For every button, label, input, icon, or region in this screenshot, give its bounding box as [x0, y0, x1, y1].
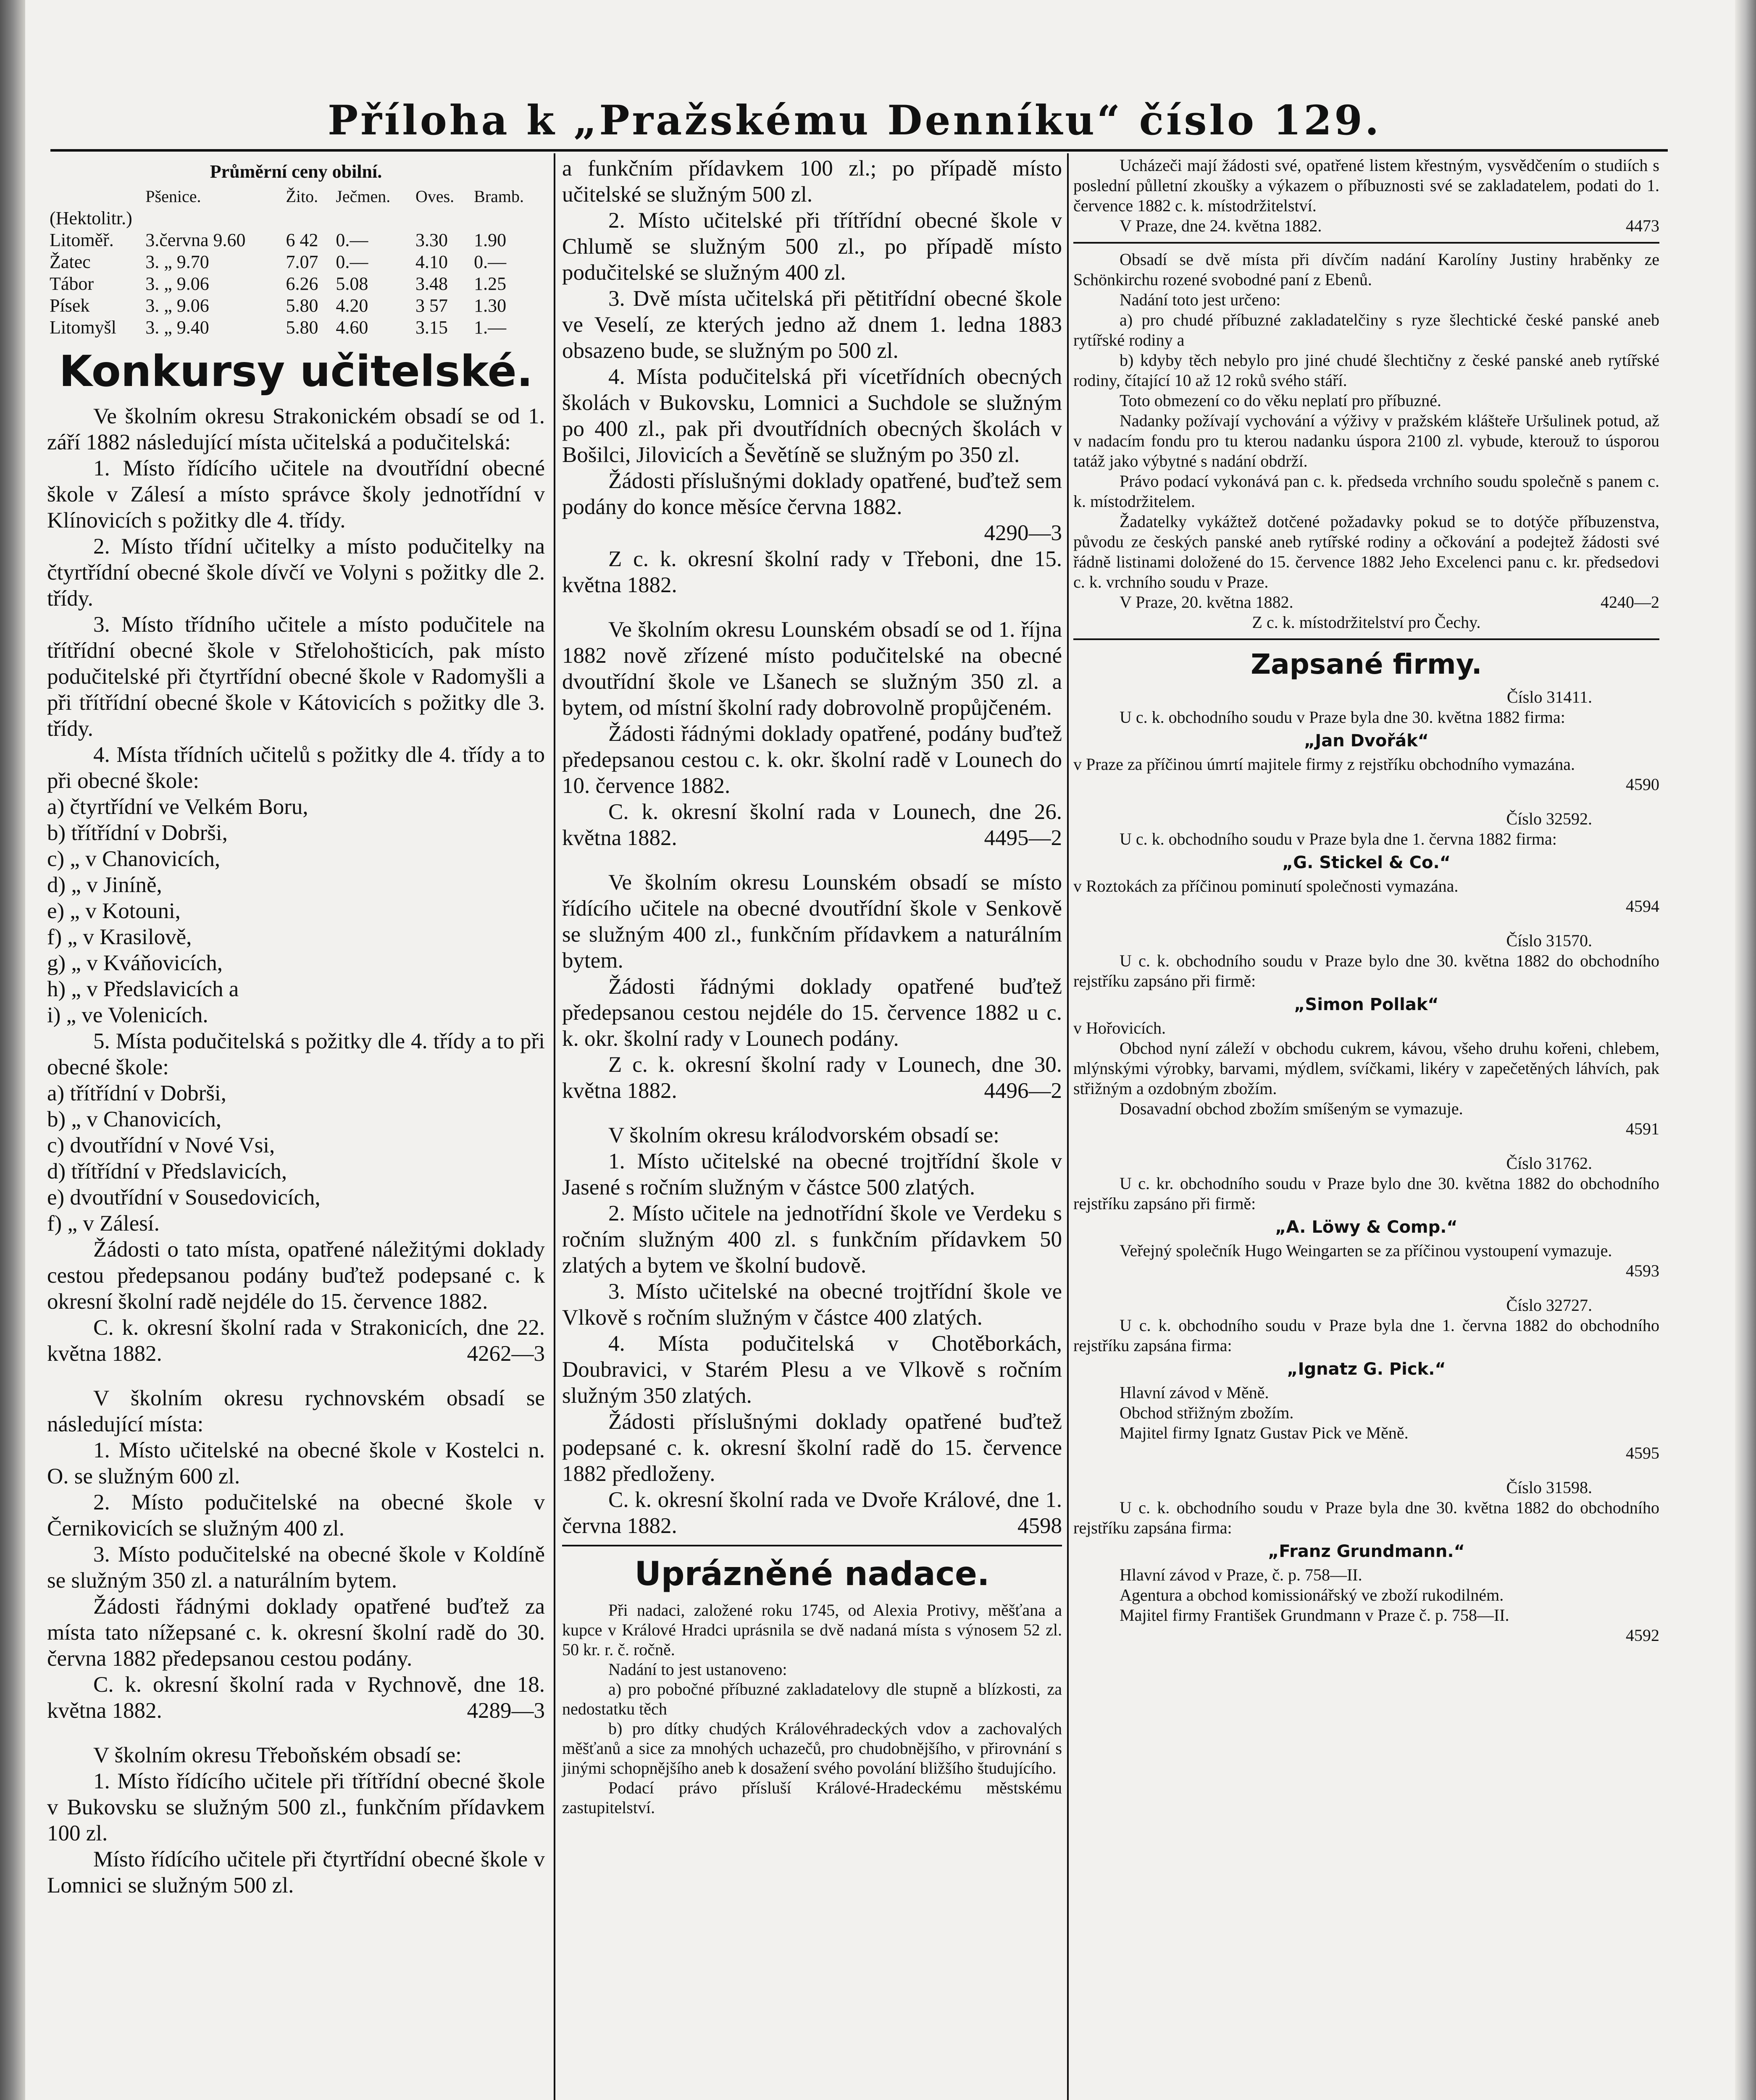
entry-number: Číslo 32592. [1506, 809, 1592, 828]
paragraph: Žádosti příslušnými doklady opatřené buďtež podepsané c. k. okresní školní radě do 15. července 1882 předloženy. [562, 1410, 1062, 1486]
entry-number: Číslo 32727. [1506, 1296, 1592, 1315]
paragraph: Hlavní závod v Praze, č. p. 758—II. [1120, 1565, 1362, 1584]
signature-text: C. k. okresní školní rada v Rychnově, dne 18. května 1882. [47, 1672, 545, 1723]
paragraph: 3. Místo třídního učitele a místo podučitele na třítřídní obecné škole v Střelohošticích, pak místo podučitelské při čtyrtřídní obecné škole v Radomyšli a při třítřídní obecné škole v Kátovicích s požitky dle 3. třídy. [47, 612, 545, 741]
paragraph: b) kdyby těch nebylo pro jiné chudé šlechtičny z české panské aneb rytířské rodiny, čítající 10 až 12 roků svého stáří. [1073, 351, 1659, 390]
firm-name: „Ignatz G. Pick.“ [1287, 1360, 1446, 1379]
paragraph: 4. Místa třídních učitelů s požitky dle 4. třídy a to při obecné škole: [47, 743, 545, 793]
prices-header-row [47, 186, 545, 207]
paragraph: 2. Místo učitelské při třítřídní obecné škole v Chlumě se služným 500 zl., po případě místo podučitelské se služným 400 zl. [562, 208, 1062, 285]
column-rule-2 [1067, 153, 1069, 2100]
paragraph: Ve školním okresu Lounském obsadí se místo řídícího učitele na obecné dvoutřídní škole v Senkově se služným 400 zl., funkčním přídavkem a naturálním bytem. [562, 870, 1062, 973]
paragraph: Dosavadní obchod zbožím smíšeným se vymazuje. [1120, 1099, 1463, 1118]
paragraph: v Roztokách za příčinou pominutí společnosti vymazána. [1073, 877, 1459, 895]
firm-entry [1073, 1478, 1659, 1646]
firm-entry [1073, 1295, 1659, 1463]
paragraph: Žádosti řádnými doklady opatřené, podány buďtež předepsanou cestou c. k. okr. školní radě v Lounech do 10. července 1882. [562, 722, 1062, 798]
section-rule [562, 1545, 1062, 1546]
section-heading-konkursy: Konkursy učitelské. [59, 346, 533, 396]
list-item: g) „ v Kváňovicích, [47, 951, 223, 975]
list-item: c) „ v Chanovicích, [47, 847, 221, 871]
paragraph: Veřejný společník Hugo Weingarten se za příčinou vystoupení vymazuje. [1120, 1241, 1612, 1260]
firm-entry [1073, 1153, 1659, 1281]
paragraph: Právo podací vykonává pan c. k. předseda vrchního soudu společně s panem c. k. místodržitelem. [1073, 472, 1659, 511]
paragraph: b) pro dítky chudých Královéhradeckých vdov a zachovalých měšťanů a sice za mnohých uchazečů, pro chudobnějšího, v přirovnání s jinými schopnějšího aneb k dosažení svého povolání bližšího študujícího. [562, 1719, 1062, 1777]
paragraph: Nadání toto jest určeno: [1120, 290, 1281, 309]
prices-cell: 6 42 [286, 230, 318, 250]
prices-header: Žito. [286, 187, 318, 206]
notice-number: 4590 [1626, 775, 1659, 794]
scan-edge-right [1735, 0, 1756, 2100]
paragraph: Při nadaci, založené roku 1745, od Alexia Protivy, měšťana a kupce v Králové Hradci uprásnila se dvě nadaná místa s výnosem 52 zl. 50 kr. r. č. ročně. [562, 1601, 1062, 1659]
masthead: Příloha k „Pražskému Denníku“ číslo 129. [328, 97, 1382, 144]
signature-text: C. k. okresní školní rada ve Dvoře Králové, dne 1. června 1882. [562, 1488, 1062, 1538]
prices-cell: 3.15 [415, 317, 448, 338]
paragraph: 2. Místo třídní učitelky a místo podučitelky na čtyrtřídní obecné škole dívčí ve Volyni s požitky dle 2. třídy. [47, 534, 545, 611]
prices-cell: 3 57 [415, 295, 448, 316]
firm-name: „Jan Dvořák“ [1304, 731, 1429, 751]
prices-cell: 1.25 [474, 273, 507, 294]
notice-number: 4495—2 [984, 826, 1062, 850]
entry-number: Číslo 31598. [1506, 1478, 1592, 1497]
section-rule [1073, 638, 1659, 640]
prices-row [47, 295, 545, 317]
notice-number: 4593 [1626, 1261, 1659, 1280]
list-item: h) „ v Předslavicích a [47, 977, 239, 1001]
paragraph: U c. k. obchodního soudu v Praze byla dne 30. května 1882 do obchodního rejstříku zapsána firma: [1073, 1498, 1659, 1537]
paragraph: a) pro pobočné příbuzné zakladatelovy dle stupně a blízkosti, za nedostatku těch [562, 1680, 1062, 1718]
paragraph: 2. Místo učitele na jednotřídní škole ve Verdeku s ročním služným 400 zl. s funkčním přídavkem 50 zlatých a bytem ve školní budově. [562, 1201, 1062, 1278]
prices-cell: 4.10 [415, 252, 448, 272]
prices-header [47, 186, 143, 207]
list-item: f) „ v Zálesí. [47, 1211, 160, 1236]
paragraph: 1. Místo řídícího učitele při třítřídní obecné škole v Bukovsku se služným 500 zl., funkčním přídavkem 100 zl. [47, 1769, 545, 1845]
school-list-1 [47, 794, 545, 1028]
notice-number: 4289—3 [467, 1698, 545, 1723]
notice-number: 4473 [1626, 216, 1659, 235]
paragraph: Ve školním okresu Lounském obsadí se od 1. října 1882 nově zřízené místo podučitelské na obecné dvoutřídní škole ve Lšanech se služným 350 zl. a bytem, od místní školní rady dobrovolně propůjčeném. [562, 617, 1062, 720]
prices-cell: Litoměř. [50, 230, 114, 250]
prices-table [47, 186, 545, 339]
paragraph: Žádosti příslušnými doklady opatřené, buďtež sem podány do konce měsíce června 1882. [562, 469, 1062, 519]
paragraph: a) pro chudé příbuzné zakladatelčiny s ryze šlechtické české panské aneb rytířské rodiny a [1073, 310, 1659, 349]
prices-cell: 3. „ 9.06 [145, 273, 209, 294]
column-2 [562, 155, 1062, 1817]
prices-cell: Litomyšl [50, 317, 116, 338]
paragraph: a funkčním přídavkem 100 zl.; po případě místo učitelské se služným 500 zl. [562, 156, 1062, 207]
list-item: b) „ v Chanovicích, [47, 1107, 222, 1131]
paragraph: Obchod nyní záleží v obchodu cukrem, kávou, všeho druhu kořeni, chlebem, mlýnskými výrobky, barvami, mýdlem, svíčkami, likéry v zapečetěných láhvích, pak střižným a ozdobným zbožím. [1073, 1039, 1659, 1098]
signature [47, 1315, 545, 1367]
paragraph: U c. k. obchodního soudu v Praze byla dne 1. června 1882 firma: [1120, 830, 1557, 848]
signature [1073, 592, 1659, 612]
nadace-block [562, 1600, 1062, 1817]
list-item: i) „ ve Volenicích. [47, 1003, 208, 1027]
paragraph: 3. Místo podučitelské na obecné škole v Koldíně se služným 350 zl. a naturálním bytem. [47, 1542, 545, 1593]
prices-cell: 5.80 [286, 317, 318, 338]
signature-text: V Praze, dne 24. května 1882. [1120, 216, 1322, 235]
paragraph: U c. k. obchodního soudu v Praze bylo dne 30. května 1882 do obchodního rejstříku zapsáno při firmě: [1073, 951, 1659, 990]
list-item: d) „ v Jiníně, [47, 873, 162, 897]
paragraph: U c. kr. obchodního soudu v Praze bylo dne 30. května 1882 do obchodního rejstříku zapsáno při firmě: [1073, 1174, 1659, 1213]
prices-cell: 3.48 [415, 273, 448, 294]
paragraph: v Praze za příčinou úmrtí majitele firmy z rejstříku obchodního vymazána. [1073, 755, 1575, 774]
prices-cell: Žatec [50, 252, 91, 272]
signature-text: C. k. okresní školní rada v Lounech, dne 26. května 1882. [562, 800, 1062, 850]
signature [562, 1052, 1062, 1104]
firm-entry [1073, 809, 1659, 916]
prices-cell: 5.08 [336, 273, 368, 294]
paragraph: V školním okresu Třeboňském obsadí se: [93, 1743, 462, 1767]
prices-cell: 5.80 [286, 295, 318, 316]
paragraph: Žádosti řádnými doklady opatřené buďtež za místa tato nížepsané c. k. okresní školní radě do 30. června 1882 předepsanou cestou podány. [47, 1594, 545, 1671]
signature [1073, 216, 1659, 236]
prices-header: Bramb. [474, 187, 524, 206]
paragraph: Hlavní závod v Měně. [1120, 1383, 1269, 1402]
prices-cell: 3. „ 9.70 [145, 252, 209, 272]
notice-number: 4496—2 [984, 1079, 1062, 1103]
signature-text: V Praze, 20. května 1882. [1120, 593, 1293, 612]
prices-cell: 4.20 [336, 295, 368, 316]
signature: Z c. k. okresní školní rady v Třeboni, dne 15. května 1882. [562, 547, 1062, 597]
paragraph: 1. Místo učitelské na obecné škole v Kostelci n. O. se služným 600 zl. [47, 1438, 545, 1488]
prices-row [47, 273, 545, 295]
notice-number: 4240—2 [1601, 593, 1659, 612]
section-rule [1073, 242, 1659, 244]
paragraph: 4. Místa podučitelská při vícetřídních obecných školách v Bukovsku, Lomnici a Suchdole se služným po 400 zl., pak při dvoutřídních obecných školách v Bošilci, Jilovicích a Ševětíně se služným po 350 zl. [562, 365, 1062, 467]
paragraph: Nadanky požívají vychování a výživy v pražském klášteře Uršulinek potud, až v nadacím fondu pro tu kterou nadanku úspora 2100 zl. vybude, kterouž to úsporou tatáž jako výbytné s nadání obdrží. [1073, 411, 1659, 470]
paragraph: Podací právo přísluší Králové-Hradeckému městskému zastupitelství. [562, 1778, 1062, 1817]
prices-cell: 3.30 [415, 230, 448, 250]
signature [562, 799, 1062, 851]
list-item: a) třítřídní v Dobrši, [47, 1081, 226, 1105]
notice-number: 4595 [1626, 1444, 1659, 1462]
notice-number: 4594 [1626, 897, 1659, 916]
prices-cell: Tábor [50, 273, 94, 294]
column-rule-1 [554, 153, 555, 2100]
masthead-rule [50, 149, 1668, 152]
signature-text: C. k. okresní školní rada v Strakonicích, dne 22. května 1882. [47, 1315, 545, 1366]
paragraph: Toto obmezení co do věku neplatí pro příbuzné. [1120, 391, 1441, 410]
paragraph: Ucházeči mají žádosti své, opatřené listem křestným, vysvědčením o studiích s poslední půlletní zkoušky a výkazem o příbuznosti své se zakladatelem, podati do 1. července 1882 c. k. místodržitelství. [1073, 156, 1659, 215]
list-item: d) třítřídní v Předslavicích, [47, 1159, 287, 1184]
list-item: e) dvoutřídní v Sousedovicích, [47, 1185, 321, 1210]
prices-cell: 7.07 [286, 252, 318, 272]
paragraph: Žádosti řádnými doklady opatřené buďtež předepsanou cestou nejdéle do 15. července 1882 u c. k. okr. školní rady v Lounech podány. [562, 974, 1062, 1051]
paragraph: Žádosti o tato místa, opatřené náležitými doklady cestou předepsanou podány buďtež podepsané c. k okresní školní radě nejdéle do 15. července 1882. [47, 1237, 545, 1314]
firm-name: „Simon Pollak“ [1294, 995, 1439, 1014]
entry-number: Číslo 31411. [1507, 688, 1592, 706]
paragraph: 2. Místo podučitelské na obecné škole v Černikovicích se služným 400 zl. [47, 1490, 545, 1541]
prices-row [47, 251, 545, 273]
scan-edge-left [0, 0, 25, 2100]
signature [562, 1487, 1062, 1539]
prices-header: Pšenice. [145, 187, 201, 206]
firm-entry [1073, 687, 1659, 795]
paragraph: Majitel firmy František Grundmann v Praze č. p. 758—II. [1120, 1606, 1509, 1625]
prices-title: Průměrní ceny obilní. [210, 161, 382, 182]
signature: Z c. k. místodržitelství pro Čechy. [1252, 613, 1481, 632]
prices-row [47, 317, 545, 339]
prices-header: Ječmen. [336, 187, 391, 206]
notice-number: 4598 [1017, 1514, 1062, 1538]
paragraph: Ve školním okresu Strakonickém obsadí se od 1. září 1882 následující místa učitelská a podučitelská: [47, 404, 545, 454]
paragraph: V školním okresu králodvorském obsadí se: [608, 1123, 999, 1147]
paragraph: 3. Místo učitelské na obecné trojtřídní škole ve Vlkově s ročním služným v částce 400 zlatých. [562, 1279, 1062, 1330]
signature [47, 1672, 545, 1724]
paragraph: 4. Místa podučitelská v Chotěborkách, Doubravici, v Starém Plesu a ve Vlkově s ročním služným 350 zlatých. [562, 1331, 1062, 1408]
prices-cell: 6.26 [286, 273, 318, 294]
section-heading-firmy: Zapsané firmy. [1251, 648, 1482, 680]
firm-entry [1073, 931, 1659, 1139]
prices-cell: Písek [50, 295, 90, 316]
prices-cell: 0.— [336, 252, 368, 272]
paragraph: Nadání to jest ustanoveno: [608, 1660, 787, 1679]
entry-number: Číslo 31570. [1506, 931, 1592, 950]
paragraph: 5. Místa podučitelská s požitky dle 4. třídy a to při obecné škole: [47, 1029, 545, 1079]
prices-cell: 1.30 [474, 295, 507, 316]
prices-row [47, 229, 545, 251]
paragraph: Obsadí se dvě místa při dívčím nadání Karolíny Justiny hraběnky ze Schönkirchu rozené svobodné paní z Ebenů. [1073, 250, 1659, 289]
section-heading-nadace: Uprázněné nadace. [634, 1555, 990, 1593]
list-item: a) čtyrtřídní ve Velkém Boru, [47, 795, 308, 819]
paragraph: Obchod střižným zbožím. [1120, 1403, 1294, 1422]
firm-name: „A. Löwy & Comp.“ [1275, 1218, 1458, 1237]
notice-number: 4591 [1626, 1119, 1659, 1138]
paragraph: 1. Místo učitelské na obecné trojtřídní škole v Jasené s ročním služným v částce 500 zlatých. [562, 1149, 1062, 1200]
prices-cell: 3. „ 9.06 [145, 295, 209, 316]
entry-number: Číslo 31762. [1506, 1154, 1592, 1173]
prices-cell: 1.— [474, 317, 507, 338]
paragraph: Žadatelky vykážtež dotčené požadavky pokud se to dotýče příbuzenstva, původu ze českých panské aneb rytířské rodiny a očkování a podejtež žádosti své řádně listinami doložené do 15. července 1882 Jeho Excelenci panu c. kr. předsedovi c. k. vrchního soudu v Praze. [1073, 512, 1659, 591]
list-item: c) dvoutřídní v Nové Vsi, [47, 1133, 275, 1158]
list-item: f) „ v Krasilově, [47, 925, 192, 949]
paragraph: V školním okresu rychnovském obsadí se následující místa: [47, 1386, 545, 1436]
prices-header: Oves. [415, 187, 455, 206]
prices-unit: (Hektolitr.) [50, 208, 132, 228]
notice-number: 4592 [1626, 1626, 1659, 1645]
firm-name: „G. Stickel & Co.“ [1282, 853, 1451, 872]
prices-cell: 0.— [336, 230, 368, 250]
prices-cell: 1.90 [474, 230, 507, 250]
paragraph: U c. k. obchodního soudu v Praze byla dne 30. května 1882 firma: [1120, 708, 1565, 727]
list-item: e) „ v Kotouni, [47, 899, 181, 923]
signature-text: Z c. k. okresní školní rady v Lounech, dne 30. května 1882. [562, 1053, 1062, 1103]
paragraph: 1. Místo řídícího učitele na dvoutřídní obecné škole v Zálesí a místo správce školy jednotřídní v Klínovicích s požitky dle 4. třídy. [47, 456, 545, 533]
prices-cell: 4.60 [336, 317, 368, 338]
paragraph: 3. Dvě místa učitelská při pětitřídní obecné škole ve Veselí, ze kterých jedno až dnem 1. ledna 1883 obsazeno bude, se služným po 500 zl. [562, 286, 1062, 363]
column-1 [47, 155, 545, 1898]
prices-cell: 3.června 9.60 [145, 230, 246, 250]
paragraph: v Hořovicích. [1073, 1018, 1166, 1037]
paragraph: U c. k. obchodního soudu v Praze byla dne 1. června 1882 do obchodního rejstříku zapsána firma: [1073, 1316, 1659, 1355]
paragraph: Majitel firmy Ignatz Gustav Pick ve Měně. [1120, 1423, 1409, 1442]
column-3 [1073, 155, 1659, 1646]
notice-number: 4290—3 [984, 521, 1062, 545]
notice-number: 4262—3 [467, 1341, 545, 1366]
school-list-2 [47, 1080, 545, 1236]
paragraph: Místo řídícího učitele při čtyrtřídní obecné škole v Lomnici se služným 500 zl. [47, 1847, 545, 1898]
paragraph: Agentura a obchod komissionářský ve zboží rukodilném. [1120, 1586, 1504, 1604]
prices-cell: 3. „ 9.40 [145, 317, 209, 338]
prices-cell: 0.— [474, 252, 507, 272]
firm-name: „Franz Grundmann.“ [1268, 1542, 1465, 1561]
list-item: b) třítřídní v Dobrši, [47, 821, 228, 845]
